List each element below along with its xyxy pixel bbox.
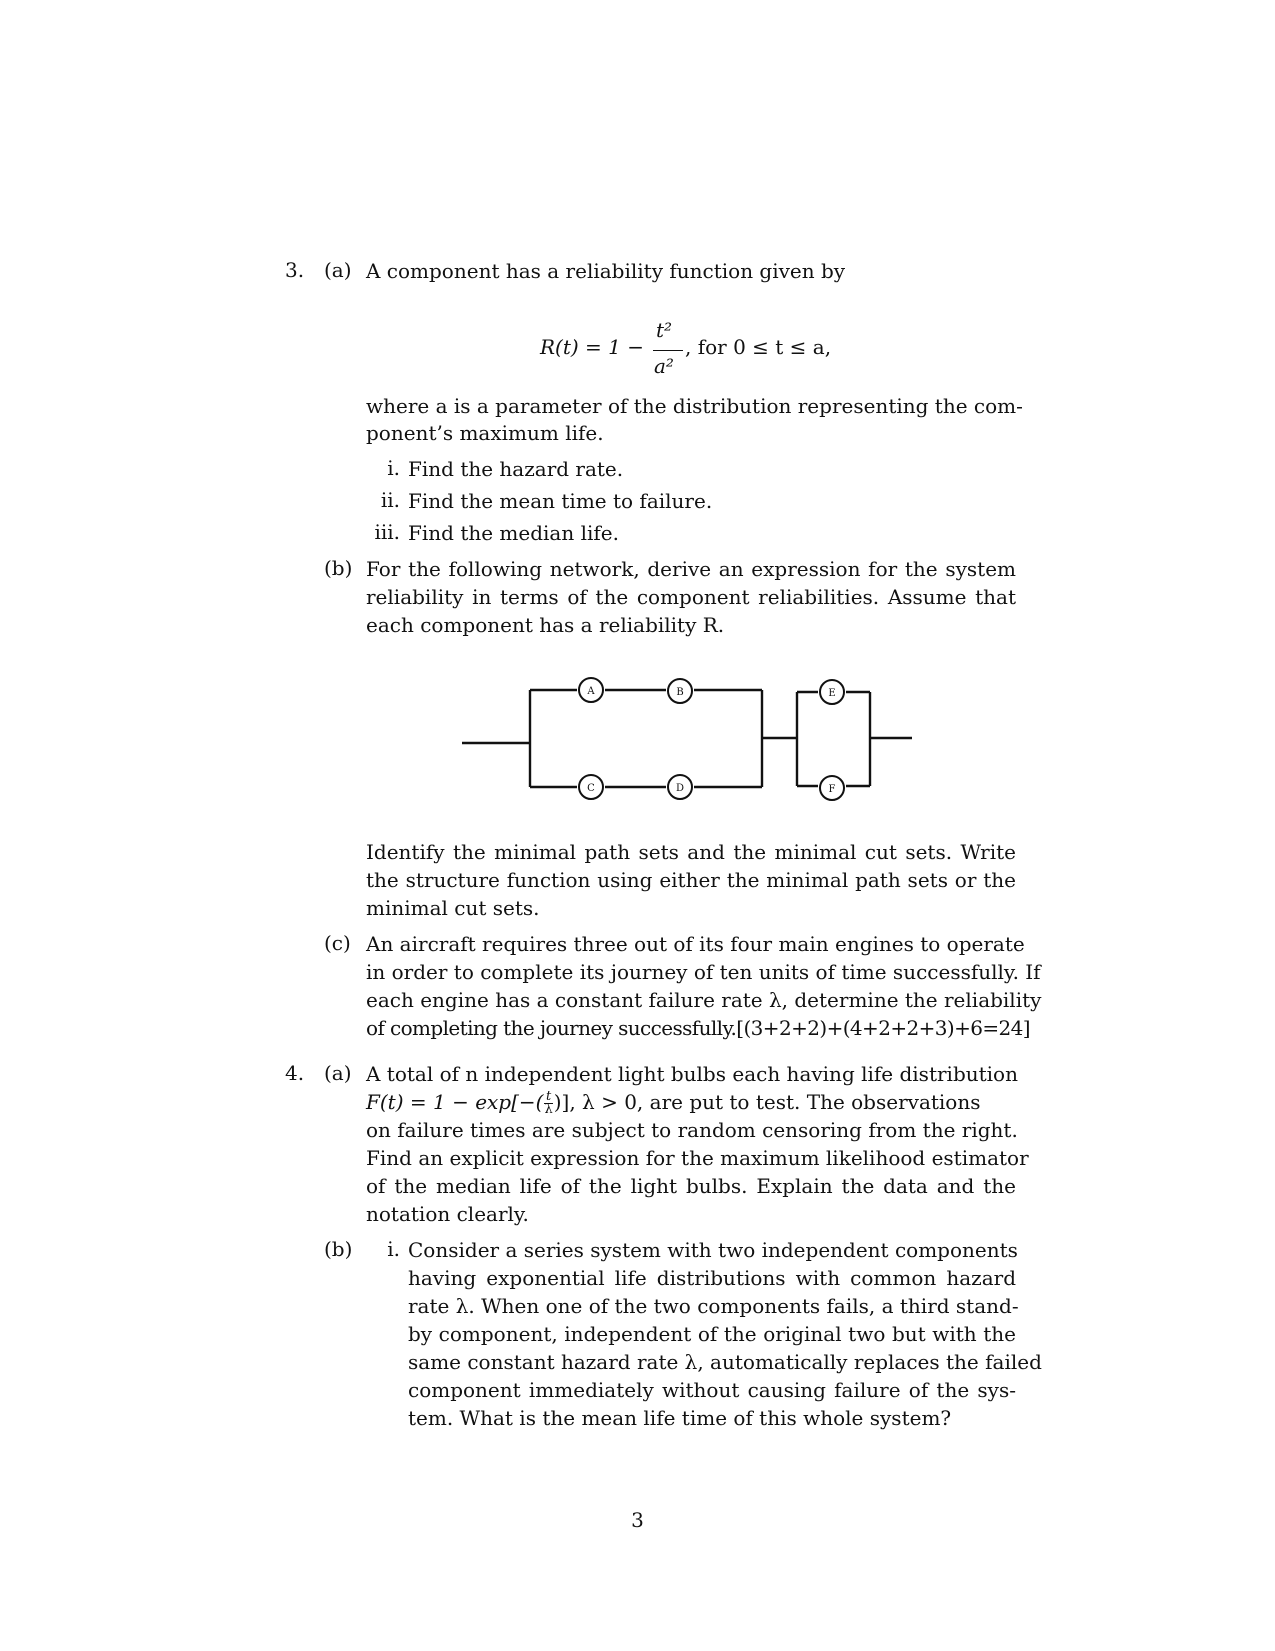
formula-start: F(t) = 1 − exp[−( xyxy=(366,1090,544,1114)
node-c-label: C xyxy=(587,783,595,794)
question-3-number: 3. xyxy=(285,258,305,282)
question-3a-intro: A component has a reliability function given by xyxy=(366,259,846,283)
subitem-text: Find the median life. xyxy=(408,521,619,545)
question-4a-line: Find an explicit expression for the maximum likelihood estimator xyxy=(366,1146,1029,1170)
question-3b-after-line: minimal cut sets. xyxy=(366,896,540,920)
equation-lhs: R(t) = 1 − xyxy=(540,335,645,359)
question-4b-label: (b) xyxy=(324,1237,353,1261)
question-3b-after-line: the structure function using either the minimal path sets or the xyxy=(366,868,1016,892)
question-4b-line: having exponential life distributions with common hazard xyxy=(408,1266,1016,1290)
question-3c-line: of completing the journey successfully.[(3+2+2)+(4+2+2+3)+6=24] xyxy=(366,1016,1030,1040)
equation-numerator: t² xyxy=(656,318,673,342)
question-4b-line: same constant hazard rate λ, automatically replaces the failed xyxy=(408,1350,1042,1374)
question-4b-line: component immediately without causing failure of the sys- xyxy=(408,1378,1016,1402)
node-f-label: F xyxy=(828,784,836,795)
subitem-label: iii. xyxy=(374,520,400,544)
frac-den: λ xyxy=(544,1102,553,1117)
subitem-label: ii. xyxy=(380,488,400,512)
subitem-label: i. xyxy=(387,456,400,480)
question-3c-line: An aircraft requires three out of its four main engines to operate xyxy=(366,932,1025,956)
question-4a-formula-line xyxy=(366,1089,980,1116)
question-4b-line: rate λ. When one of the two components fails, a third stand- xyxy=(408,1294,1019,1318)
formula-end: )], λ > 0, are put to test. The observations xyxy=(553,1090,981,1114)
question-4b-line: tem. What is the mean life time of this whole system? xyxy=(408,1406,952,1430)
question-3c-line: each engine has a constant failure rate λ, determine the reliability xyxy=(366,988,1042,1012)
question-4b-line: Consider a series system with two independent components xyxy=(408,1238,1018,1262)
node-d-label: D xyxy=(675,783,685,794)
question-4a-line: of the median life of the light bulbs. Explain the data and the xyxy=(366,1174,1016,1198)
node-e-label: E xyxy=(828,688,836,699)
question-3a-where-line-1: where a is a parameter of the distribution representing the com- xyxy=(366,394,1023,418)
question-3b-label: (b) xyxy=(324,556,353,580)
question-3c-label: (c) xyxy=(324,931,351,955)
question-4b-line: by component, independent of the original two but with the xyxy=(408,1322,1016,1346)
subitem-text: Find the mean time to failure. xyxy=(408,489,713,513)
question-4a-line: notation clearly. xyxy=(366,1202,529,1226)
node-a-label: A xyxy=(587,686,595,697)
frac-num: t xyxy=(545,1089,552,1104)
question-3b-after-line: Identify the minimal path sets and the minimal cut sets. Write xyxy=(366,840,1016,864)
node-b-label: B xyxy=(676,687,684,698)
question-3c-line: in order to complete its journey of ten units of time successfully. If xyxy=(366,960,1041,984)
question-4a-label: (a) xyxy=(324,1061,352,1085)
subitem-text: Find the hazard rate. xyxy=(408,457,624,481)
question-3a-where-line-2: ponent’s maximum life. xyxy=(366,421,604,445)
page-number: 3 xyxy=(631,1508,644,1532)
question-3a-label: (a) xyxy=(324,258,352,282)
question-4a-line: A total of n independent light bulbs each having life distribution xyxy=(366,1062,1018,1086)
question-3b-line: each component has a reliability R. xyxy=(366,613,725,637)
question-4a-line: on failure times are subject to random censoring from the right. xyxy=(366,1118,1018,1142)
equation-tail: , for 0 ≤ t ≤ a, xyxy=(685,335,832,359)
t-over-lambda xyxy=(544,1091,552,1116)
question-3b-line: For the following network, derive an expression for the system xyxy=(366,557,1016,581)
question-4b-item-label: i. xyxy=(387,1237,400,1261)
question-4-number: 4. xyxy=(285,1061,305,1085)
question-3b-line: reliability in terms of the component reliabilities. Assume that xyxy=(366,585,1016,609)
equation-denominator: a² xyxy=(654,354,674,378)
